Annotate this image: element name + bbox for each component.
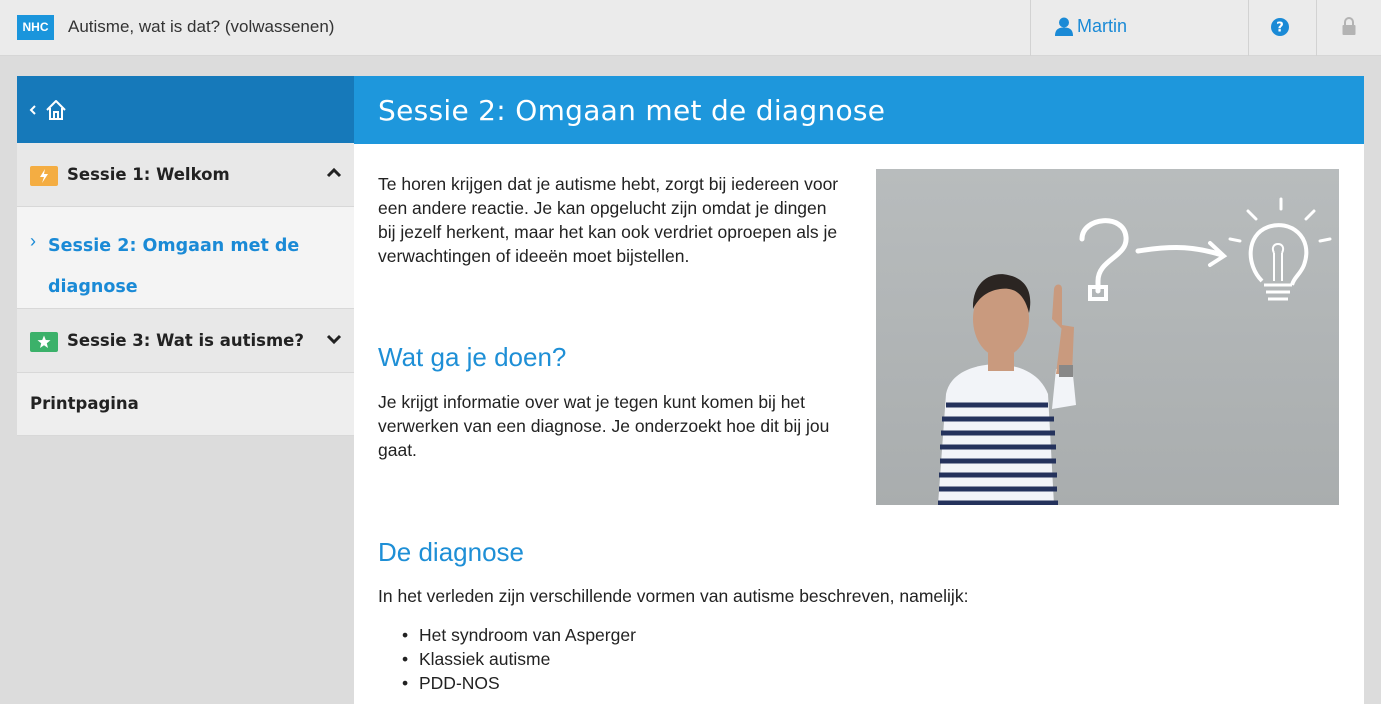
session-label-active: Sessie 2: Omgaan met de diagnose: [48, 236, 300, 297]
divider: [1030, 0, 1031, 56]
bolt-icon: [39, 169, 49, 183]
chevron-left-icon[interactable]: [29, 104, 37, 116]
list-item: • Klassiek autisme: [402, 647, 636, 671]
illustration-image: [876, 169, 1339, 505]
intro-text: Te horen krijgen dat je autisme hebt, zorgt bij iedereen voor een andere reactie. Je kan opgelucht zijn omdat je dingen bij jezelf herkent, maar het kan ook verdriet oproepen als je verwachtingen of ideeën moet bijstellen.: [378, 174, 839, 266]
sidebar-item-session-3[interactable]: [17, 309, 354, 373]
print-label: Printpagina: [30, 394, 139, 413]
page-header: [354, 76, 1364, 144]
section-text: In het verleden zijn verschillende vormen van autisme beschreven, namelijk:: [378, 586, 969, 606]
home-icon[interactable]: [45, 99, 67, 121]
session-label: Sessie 3: Wat is autisme?: [67, 331, 304, 350]
user-name: Martin: [1077, 16, 1128, 36]
section-heading: De diagnose: [378, 537, 524, 567]
app-title: Autisme, wat is dat? (volwassenen): [68, 17, 335, 36]
chevron-up-icon[interactable]: [326, 167, 342, 179]
nhc-logo[interactable]: NHC: [17, 15, 54, 40]
divider: [1248, 0, 1249, 56]
divider: [1316, 0, 1317, 56]
sidebar-item-session-1[interactable]: [17, 143, 354, 207]
chevron-right-icon: ›: [30, 231, 36, 251]
star-icon: [37, 335, 51, 349]
help-icon[interactable]: [1271, 18, 1289, 36]
sidebar-header: [17, 76, 354, 143]
session-badge: [30, 332, 58, 352]
sidebar: [17, 76, 354, 704]
session-badge: [30, 166, 58, 186]
list-item: • PDD-NOS: [402, 671, 636, 695]
session-label: Sessie 1: Welkom: [67, 165, 230, 184]
main-content: [354, 76, 1364, 704]
section-text: Je krijgt informatie over wat je tegen kunt komen bij het verwerken van een diagnose. Je onderzoekt hoe dit bij jou gaat.: [378, 392, 830, 460]
user-menu[interactable]: [1055, 16, 1127, 37]
chevron-down-icon[interactable]: [326, 333, 342, 345]
svg-text:?: ?: [1276, 20, 1284, 36]
page-title: Sessie 2: Omgaan met de diagnose: [378, 93, 886, 127]
list-item: • Het syndroom van Asperger: [402, 623, 636, 647]
top-bar: [0, 0, 1381, 56]
lock-icon[interactable]: [1341, 16, 1357, 36]
sidebar-item-print[interactable]: [17, 373, 354, 436]
user-icon: [1055, 17, 1073, 36]
autism-types-list: [402, 623, 636, 695]
photo-illustration: [876, 169, 1339, 505]
section-heading: Wat ga je doen?: [378, 342, 567, 372]
sidebar-item-session-2[interactable]: [17, 207, 354, 309]
